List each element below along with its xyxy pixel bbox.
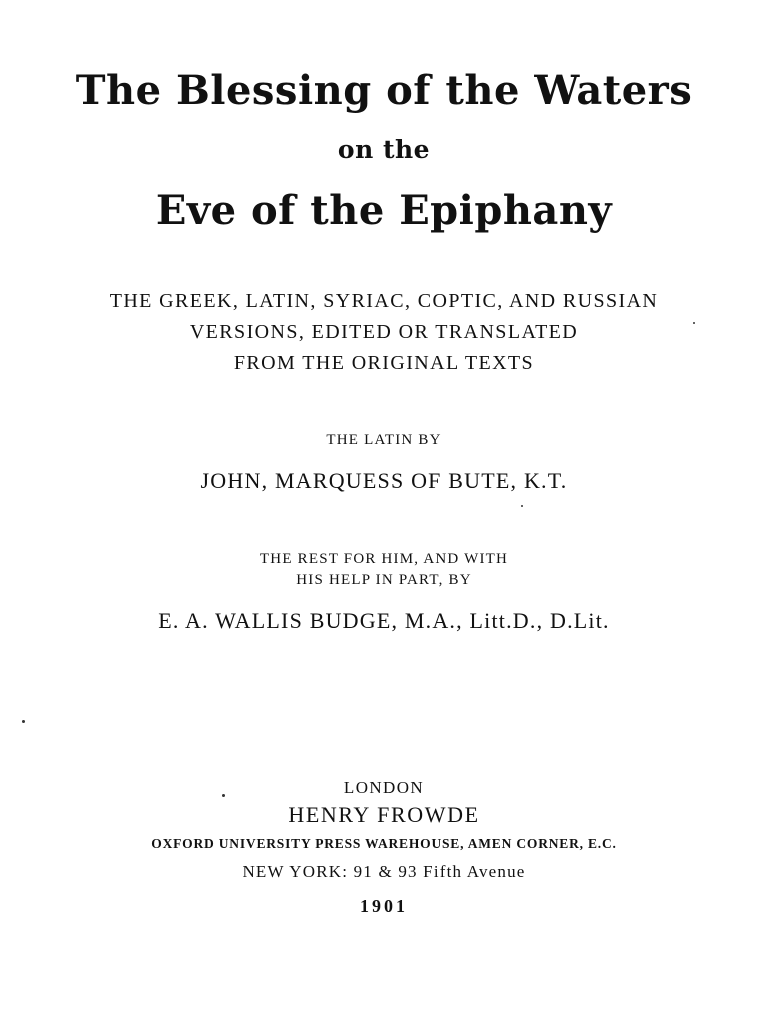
rest-by-label-line-1: THE REST FOR HIM, AND WITH [259, 551, 509, 567]
print-speck [521, 505, 523, 507]
print-speck [693, 322, 695, 324]
print-speck [222, 794, 225, 797]
imprint-publisher: HENRY FROWDE [288, 802, 480, 827]
imprint-city: LONDON [343, 778, 425, 797]
book-title-connector: on the [337, 135, 431, 164]
rest-editor-name: E. A. WALLIS BUDGE, M.A., Litt.D., D.Lit. [158, 608, 610, 633]
book-title-subtitle: Eve of the Epiphany [155, 187, 613, 234]
latin-by-label: THE LATIN BY [326, 432, 442, 448]
rest-by-label-line-2: HIS HELP IN PART, BY [296, 572, 472, 588]
imprint-new-york: NEW YORK: 91 & 93 Fifth Avenue [242, 862, 526, 881]
latin-editor-name: JOHN, MARQUESS OF BUTE, K.T. [200, 468, 568, 493]
description-line-1: THE GREEK, LATIN, SYRIAC, COPTIC, AND RUSSIAN [109, 290, 659, 312]
description-line-2: VERSIONS, EDITED OR TRANSLATED [189, 321, 579, 343]
imprint-warehouse: OXFORD UNIVERSITY PRESS WAREHOUSE, AMEN CORNER, E.C. [151, 836, 617, 851]
print-speck [22, 720, 25, 723]
description-line-3: FROM THE ORIGINAL TEXTS [233, 352, 535, 374]
book-title: The Blessing of the Waters [75, 67, 693, 114]
imprint-year: 1901 [360, 896, 408, 916]
